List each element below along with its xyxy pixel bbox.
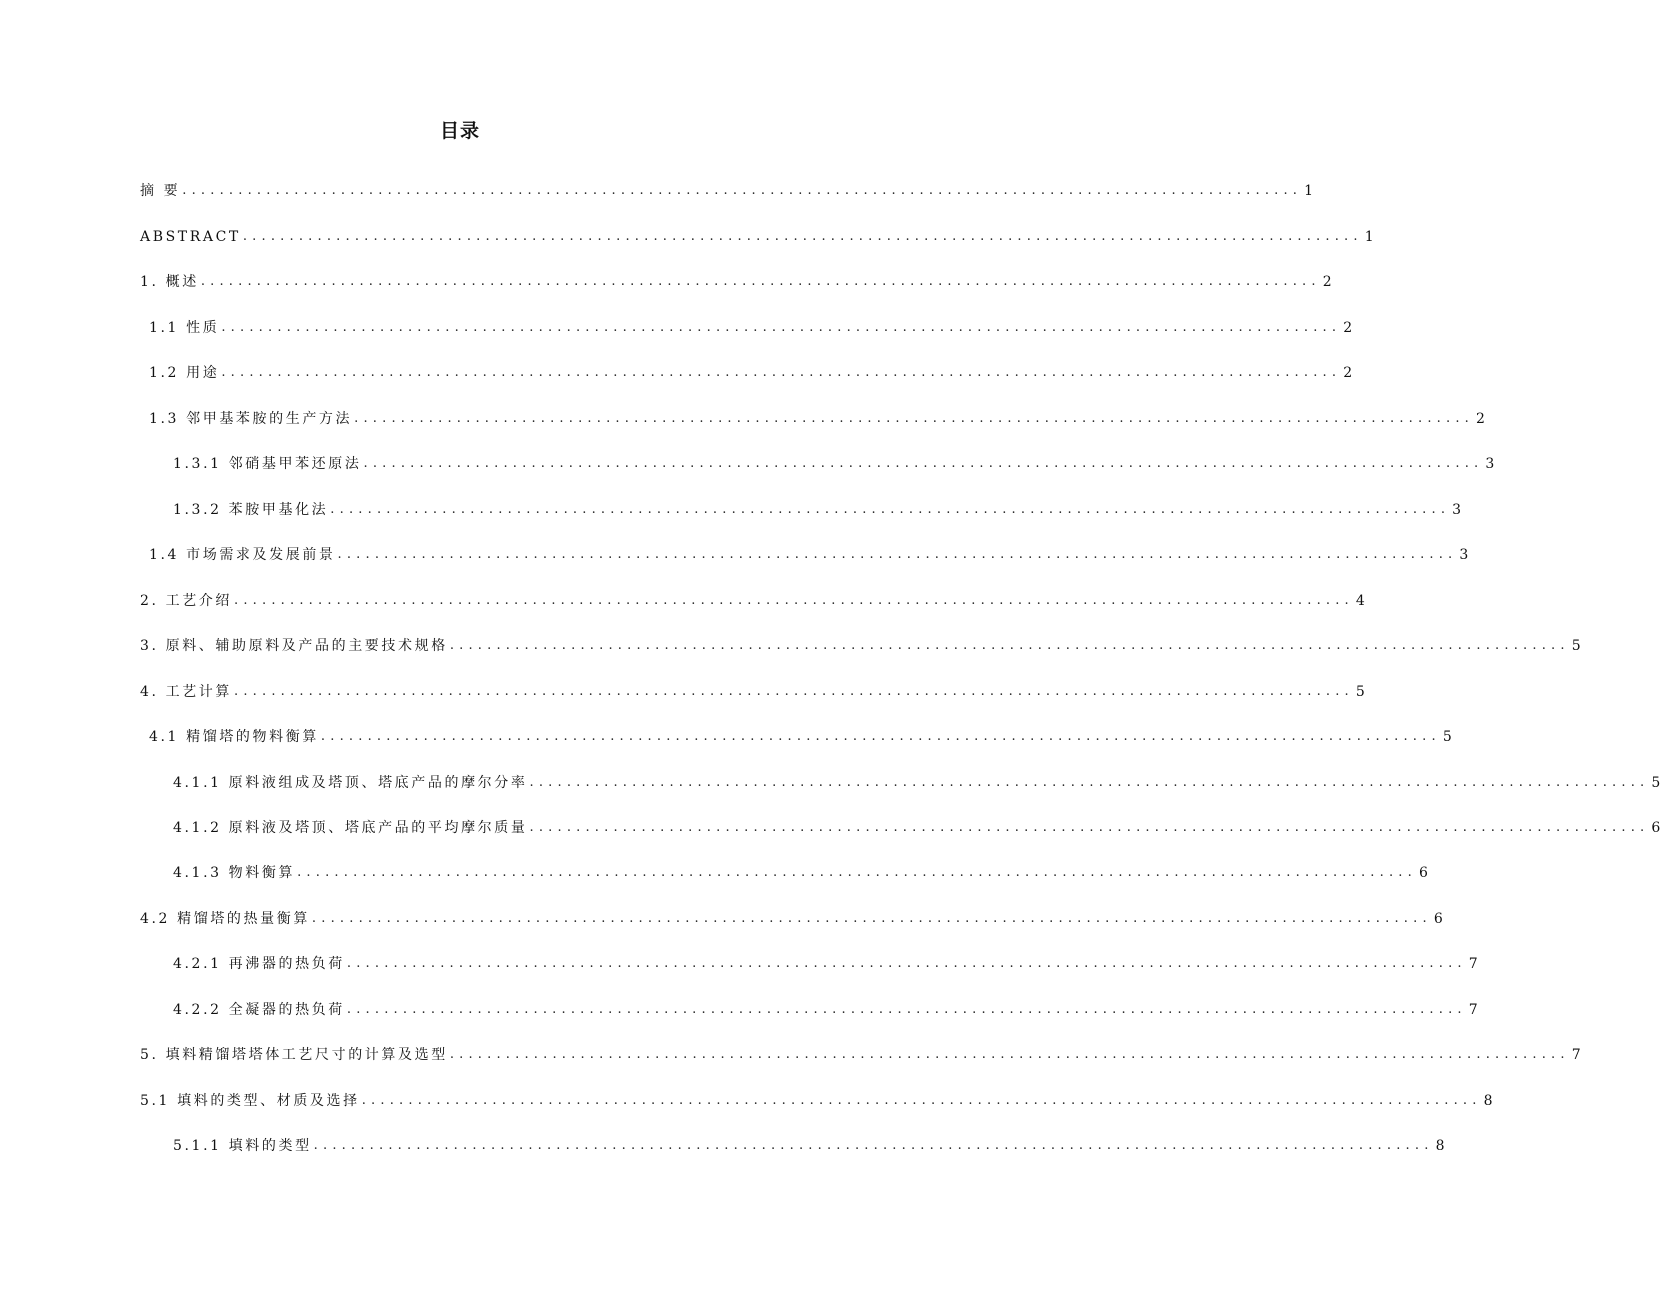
toc-entry[interactable] bbox=[140, 176, 1314, 200]
toc-entry-page: 6 bbox=[1418, 865, 1428, 881]
toc-leader-dots: ........................................................................................................................ bbox=[182, 183, 1303, 198]
toc-leader-dots: ........................................................................................................................ bbox=[330, 502, 1451, 517]
toc-entry[interactable] bbox=[140, 677, 1365, 701]
toc-entry-page: 2 bbox=[1343, 320, 1353, 336]
toc-entry-label: 4.2.1 再沸器的热负荷 bbox=[173, 956, 345, 972]
toc-leader-dots: ........................................................................................................................ bbox=[363, 456, 1484, 471]
toc-entry-page: 8 bbox=[1435, 1138, 1445, 1154]
toc-entry-label: 4.2 精馏塔的热量衡算 bbox=[140, 911, 310, 927]
toc-entry[interactable] bbox=[140, 222, 1374, 246]
toc-entry-page: 7 bbox=[1571, 1047, 1581, 1063]
toc-entry[interactable] bbox=[140, 904, 1443, 928]
toc-entry-page: 5 bbox=[1571, 638, 1581, 654]
toc-entry-label: 2. 工艺介绍 bbox=[140, 593, 233, 609]
toc-leader-dots: ........................................................................................................................ bbox=[449, 638, 1570, 653]
toc-entry[interactable] bbox=[173, 768, 1660, 792]
toc-entry-page: 5 bbox=[1442, 729, 1452, 745]
toc-entry-page: 2 bbox=[1322, 274, 1332, 290]
toc-entry-label: 1.2 用途 bbox=[149, 365, 220, 381]
toc-entry[interactable] bbox=[173, 858, 1428, 882]
toc-entry-label: 4.1.2 原料液及塔顶、塔底产品的平均摩尔质量 bbox=[173, 820, 528, 836]
toc-entry[interactable] bbox=[140, 586, 1365, 610]
toc-leader-dots: ........................................................................................................................ bbox=[242, 229, 1363, 244]
toc-leader-dots: ........................................................................................................................ bbox=[311, 911, 1432, 926]
toc-entry-page: 4 bbox=[1355, 593, 1365, 609]
toc-entry[interactable] bbox=[173, 949, 1478, 973]
toc-leader-dots: ........................................................................................................................ bbox=[346, 956, 1467, 971]
toc-leader-dots: ........................................................................................................................ bbox=[221, 320, 1342, 335]
toc-entry-page: 3 bbox=[1459, 547, 1469, 563]
toc-entry-label: 摘 要 bbox=[140, 183, 181, 199]
toc-entry-page: 1 bbox=[1364, 229, 1374, 245]
toc-leader-dots: ........................................................................................................................ bbox=[361, 1093, 1482, 1108]
toc-leader-dots: ........................................................................................................................ bbox=[234, 593, 1354, 608]
toc-entry-label: ABSTRACT bbox=[140, 229, 241, 245]
toc-entry-page: 2 bbox=[1476, 411, 1485, 427]
toc-entry-label: 1.3.2 苯胺甲基化法 bbox=[173, 502, 329, 518]
toc-leader-dots: ........................................................................................................................ bbox=[200, 274, 1321, 289]
toc-entry[interactable] bbox=[140, 1040, 1581, 1064]
toc-entry-page: 2 bbox=[1343, 365, 1353, 381]
toc-entry[interactable] bbox=[149, 722, 1452, 746]
toc-entry[interactable] bbox=[173, 495, 1462, 519]
toc-entry-label: 1.4 市场需求及发展前景 bbox=[149, 547, 336, 563]
toc-entry-label: 3. 原料、辅助原料及产品的主要技术规格 bbox=[140, 638, 448, 654]
toc-entry[interactable] bbox=[149, 313, 1353, 337]
toc-entry-label: 4. 工艺计算 bbox=[140, 684, 233, 700]
toc-entry-label: 4.1.1 原料液组成及塔顶、塔底产品的摩尔分率 bbox=[173, 775, 528, 791]
toc-leader-dots: ........................................................................................................................ bbox=[354, 411, 1475, 426]
toc-entry[interactable] bbox=[173, 449, 1495, 473]
toc-leader-dots: ........................................................................................................................ bbox=[529, 820, 1650, 835]
toc-leader-dots: ........................................................................................................................ bbox=[529, 775, 1650, 790]
toc-entry-label: 1.3 邻甲基苯胺的生产方法 bbox=[149, 411, 353, 427]
toc-entry[interactable] bbox=[173, 995, 1478, 1019]
toc-entry[interactable] bbox=[140, 267, 1332, 291]
toc-entry-label: 4.2.2 全凝器的热负荷 bbox=[173, 1002, 345, 1018]
toc-entry-page: 8 bbox=[1483, 1093, 1493, 1109]
toc-title: 目录 bbox=[439, 120, 480, 142]
toc-leader-dots: ........................................................................................................................ bbox=[449, 1047, 1570, 1062]
toc-entry-page: 3 bbox=[1485, 456, 1495, 472]
toc-entry-page: 3 bbox=[1452, 502, 1462, 518]
toc-entry-page: 6 bbox=[1433, 911, 1443, 927]
toc-entry-label: 5.1.1 填料的类型 bbox=[173, 1138, 312, 1154]
toc-entry-label: 1. 概述 bbox=[140, 274, 199, 290]
toc-entry[interactable] bbox=[149, 358, 1353, 382]
toc-entry[interactable] bbox=[173, 813, 1660, 837]
toc-entry[interactable] bbox=[173, 1131, 1445, 1155]
toc-entry-page: 5 bbox=[1355, 684, 1365, 700]
toc-entry[interactable] bbox=[140, 631, 1581, 655]
toc-entry-page: 1 bbox=[1304, 183, 1314, 199]
toc-entry[interactable] bbox=[149, 540, 1469, 564]
toc-entry-label: 1.3.1 邻硝基甲苯还原法 bbox=[173, 456, 362, 472]
toc-leader-dots: ........................................................................................................................ bbox=[337, 547, 1458, 562]
toc-leader-dots: ........................................................................................................................ bbox=[234, 684, 1354, 699]
toc-entry-page: 6 bbox=[1651, 820, 1660, 836]
toc-entry-page: 7 bbox=[1468, 1002, 1478, 1018]
toc-entry-label: 5.1 填料的类型、材质及选择 bbox=[140, 1093, 360, 1109]
toc-leader-dots: ........................................................................................................................ bbox=[346, 1002, 1467, 1017]
toc-entry-label: 1.1 性质 bbox=[149, 320, 220, 336]
toc-entry-page: 7 bbox=[1468, 956, 1478, 972]
toc-entry-page: 5 bbox=[1651, 775, 1660, 791]
toc-leader-dots: ........................................................................................................................ bbox=[221, 365, 1342, 380]
toc-leader-dots: ........................................................................................................................ bbox=[297, 865, 1417, 880]
toc-leader-dots: ........................................................................................................................ bbox=[313, 1138, 1434, 1153]
toc-entry[interactable] bbox=[149, 404, 1485, 428]
toc-entry[interactable] bbox=[140, 1086, 1493, 1110]
toc-entry-label: 4.1 精馏塔的物料衡算 bbox=[149, 729, 319, 745]
toc-leader-dots: ........................................................................................................................ bbox=[320, 729, 1441, 744]
toc-entry-label: 4.1.3 物料衡算 bbox=[173, 865, 296, 881]
toc-entry-label: 5. 填料精馏塔塔体工艺尺寸的计算及选型 bbox=[140, 1047, 448, 1063]
